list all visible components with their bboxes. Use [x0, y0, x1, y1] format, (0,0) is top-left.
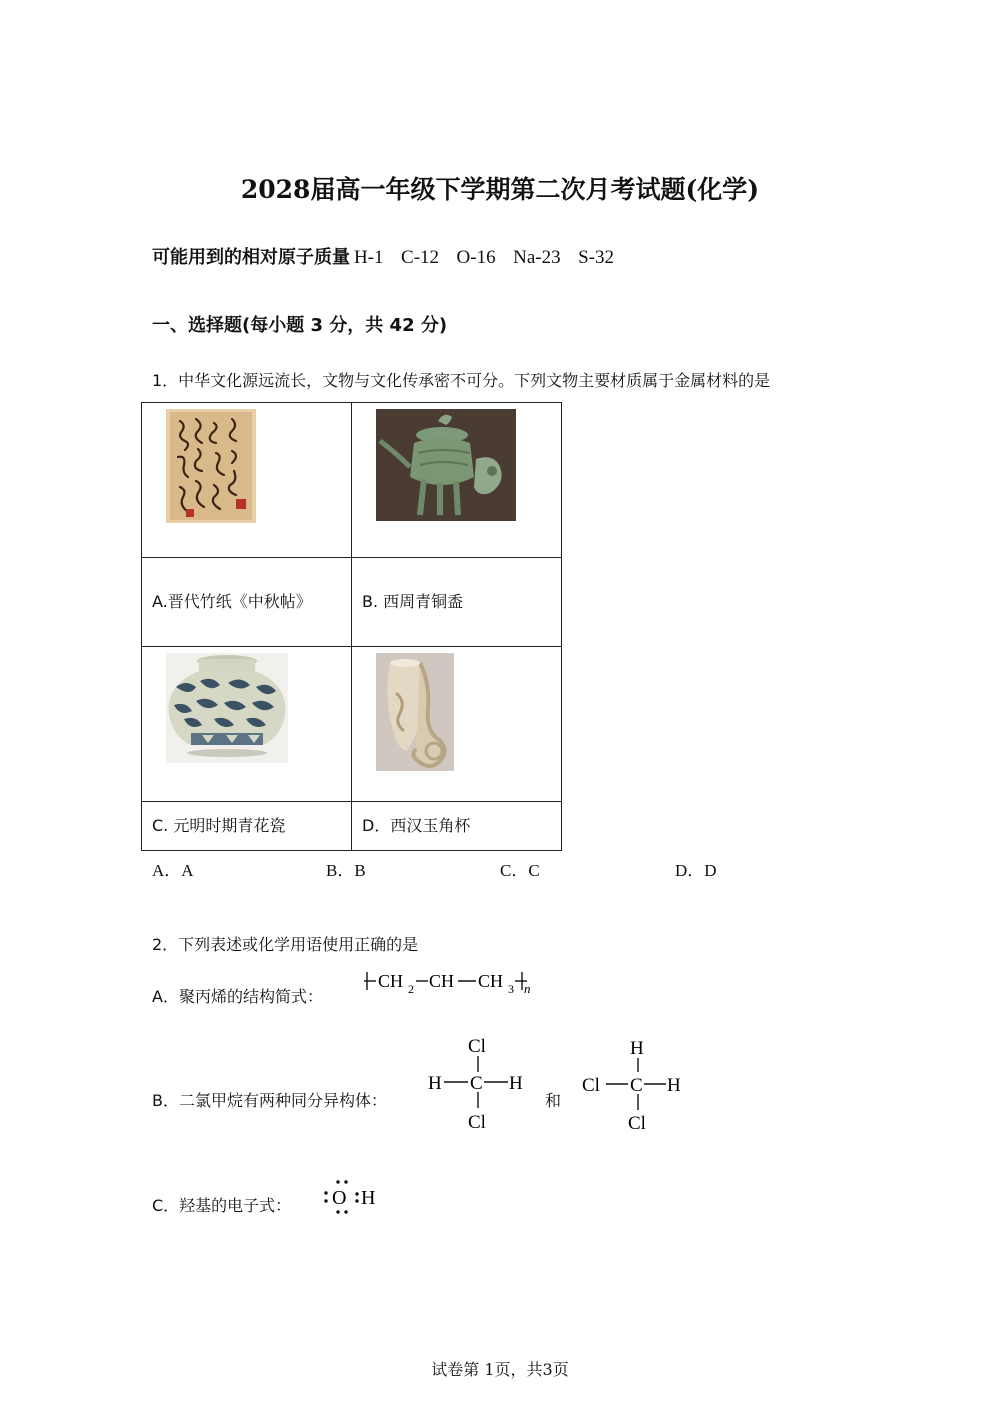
mol2-left: Cl: [582, 1075, 600, 1096]
q2-option-c: C．羟基的电子式：: [152, 1196, 292, 1215]
relic-image-cell-d: [352, 647, 562, 802]
mol1-left: H: [428, 1073, 442, 1094]
relic-image-cell-b: [352, 403, 562, 558]
relic-image-cell-a: [142, 403, 352, 558]
polypropylene-structure: [358, 968, 538, 998]
relic-image-cell-c: [142, 647, 352, 802]
q2-option-b-and: 和: [545, 1091, 562, 1110]
repeat-n: n: [524, 981, 531, 996]
hydroxyl-electron-formula: [320, 1176, 386, 1218]
atomic-mass-label: 可能用到的相对原子质量: [152, 247, 350, 268]
mol1-right: H: [509, 1073, 523, 1094]
q2-option-a: A．聚丙烯的结构简式：: [152, 987, 323, 1006]
relic-caption-c: [142, 802, 352, 851]
exam-title: 2028届高一年级下学期第二次月考试题(化学): [240, 175, 760, 204]
atomic-mass-line: [152, 243, 614, 269]
relic-caption-b-text: B. 西周青铜盉: [362, 592, 464, 611]
page-footer: 试卷第 1页，共3页: [431, 1360, 569, 1379]
ch2-group: CH: [378, 971, 404, 991]
hydrogen-atom: H: [361, 1187, 376, 1209]
dichloromethane-structure-2: [578, 1030, 698, 1136]
dichloromethane-structure-1: [424, 1030, 536, 1136]
mol1-center: C: [470, 1073, 483, 1094]
blue-white-porcelain-image: [166, 653, 288, 763]
q1-choice-b[interactable]: B．B: [326, 861, 366, 880]
atomic-mass-values: H-1 C-12 O-16 Na-23 S-32: [354, 247, 614, 268]
question-1-stem: 1．中华文化源远流长，文物与文化传承密不可分。下列文物主要材质属于金属材料的是: [152, 371, 771, 390]
ch-group: CH: [429, 971, 455, 991]
mol2-right: H: [667, 1075, 681, 1096]
q1-choice-d[interactable]: D．D: [675, 861, 717, 880]
q1-choice-a[interactable]: A．A: [152, 861, 194, 880]
mol2-top: H: [630, 1038, 644, 1059]
calligraphy-scroll-image: [166, 409, 256, 523]
jade-horn-cup-image: [376, 653, 454, 771]
oxygen-atom: O: [332, 1187, 347, 1209]
relic-caption-d-text: D．西汉玉角杯: [362, 816, 471, 835]
q1-choice-c[interactable]: C．C: [500, 861, 540, 880]
bronze-vessel-image: [376, 409, 516, 521]
mol1-top: Cl: [468, 1036, 486, 1057]
relic-caption-c-text: C. 元明时期青花瓷: [152, 816, 286, 835]
q2-option-b: B．二氯甲烷有两种同分异构体：: [152, 1091, 387, 1110]
relic-caption-d: [352, 802, 562, 851]
polypropylene-formula: [358, 968, 538, 998]
question-2-stem: 2．下列表述或化学用语使用正确的是: [152, 935, 419, 954]
mol1-bottom: Cl: [468, 1112, 486, 1133]
section-heading: 一、选择题(每小题 3 分，共 42 分): [152, 315, 448, 336]
ch3-subscript: 3: [508, 982, 514, 996]
ch3-group: CH: [478, 971, 504, 991]
relic-caption-a-text: A.晋代竹纸《中秋帖》: [152, 592, 312, 611]
ch2-subscript: 2: [408, 982, 414, 996]
mol2-bottom: Cl: [628, 1113, 646, 1134]
relic-caption-b: [352, 558, 562, 647]
relics-table: [141, 402, 562, 851]
mol2-center: C: [630, 1075, 643, 1096]
relic-caption-a: [142, 558, 352, 647]
